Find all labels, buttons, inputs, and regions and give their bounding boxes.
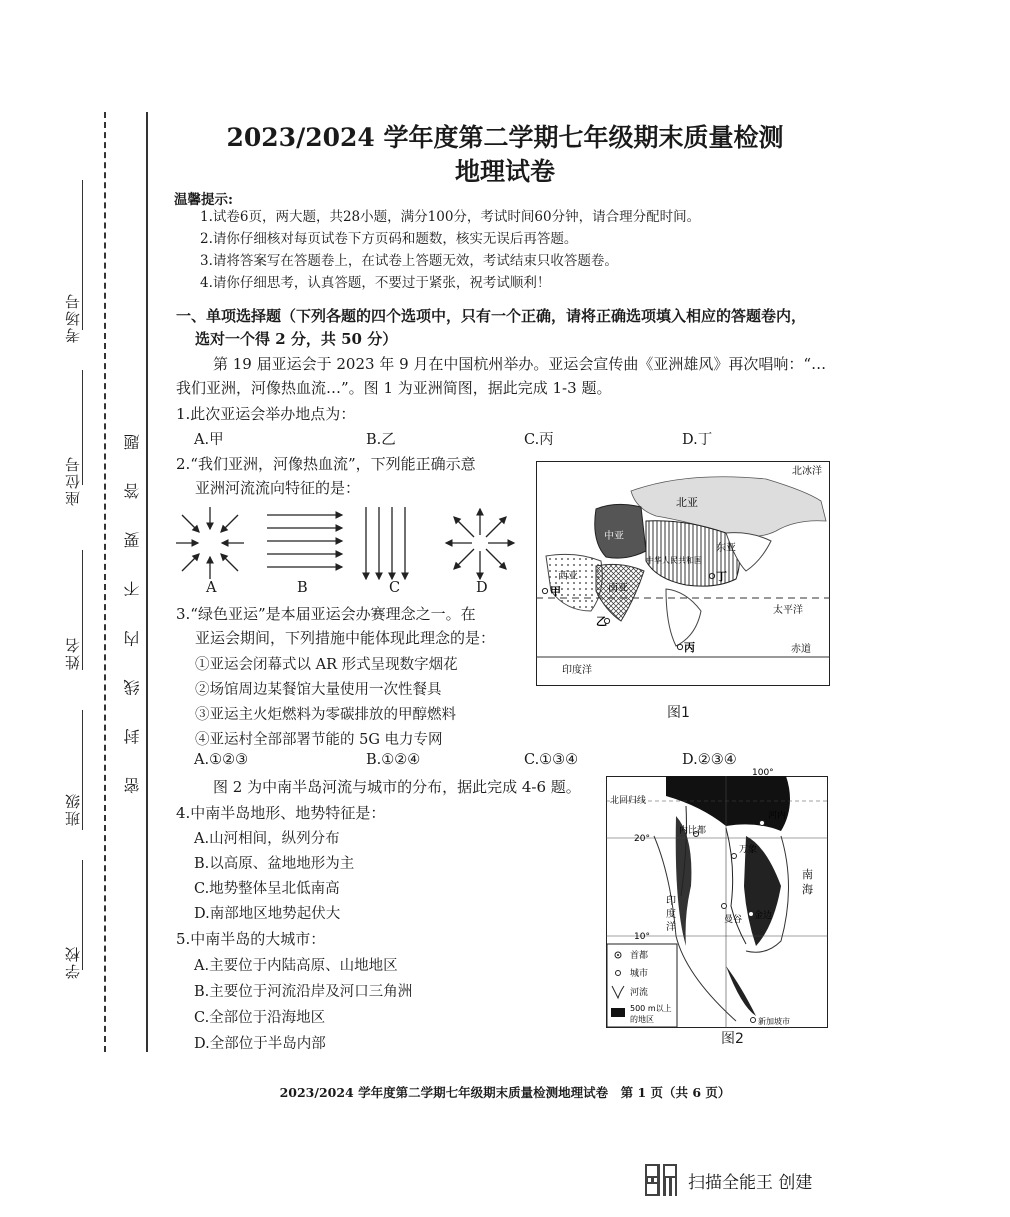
q2-label-d: D <box>476 580 488 596</box>
map-label-jia: 甲 <box>550 585 561 598</box>
question-2-stem: 2.“我们亚洲，河像热血流”，下列能正确示意 <box>176 455 476 473</box>
q2-label-c: C <box>389 580 401 596</box>
option-a-converging-arrows <box>176 507 244 579</box>
section-heading-cont: 选对一个得 2 分，共 50 分） <box>195 330 398 348</box>
map-label-china: 中华人民共和国 <box>646 556 702 565</box>
passage-1: 第 19 届亚运会于 2023 年 9 月在中国杭州举办。亚运会宣传曲《亚洲雄风》再次唱响：“… <box>213 355 827 373</box>
name-blank <box>82 550 83 670</box>
figure-2-caption: 图2 <box>721 1031 744 1047</box>
legend-city: 城市 <box>630 969 649 979</box>
map-label-north-asia: 北亚 <box>676 496 698 509</box>
question-2-stem-cont: 亚洲河流流向特征的是： <box>195 479 361 497</box>
q5-option-a: A.主要位于内陆高原、山地地区 <box>194 958 398 974</box>
map-label-tropic: 北回归线 <box>610 796 647 806</box>
q3-option-a: A.①②③ <box>194 752 249 768</box>
map-label-ding: 丁 <box>716 570 727 583</box>
seat-label: 座位号 <box>64 455 82 506</box>
passage-1-cont: 我们亚洲，河像热血流…”。图 1 为亚洲简图，据此完成 1-3 题。 <box>176 379 612 397</box>
q4-option-d: D.南部地区地势起伏大 <box>194 906 341 922</box>
map-label-yi: 乙 <box>596 615 607 628</box>
q2-flow-diagrams <box>172 505 522 585</box>
solid-seal-line <box>146 112 148 1052</box>
section-heading: 一、单项选择题（下列各题的四个选项中，只有一个正确，请将正确选项填入相应的答题卷内， <box>176 307 807 325</box>
class-blank <box>82 710 83 830</box>
exam-room-label: 考场号 <box>64 292 82 343</box>
figure-2-legend <box>607 944 677 1027</box>
map-label-west-asia: 西亚 <box>558 571 578 582</box>
legend-river: 河流 <box>630 988 649 998</box>
legend-capital: 首都 <box>630 951 649 961</box>
q1-option-c: C.丙 <box>524 432 554 448</box>
question-1-stem: 1.此次亚运会举办地点为： <box>176 405 356 423</box>
dashed-cut-line <box>104 112 106 1052</box>
map-label-singapore: 新加坡市 <box>758 1017 790 1026</box>
map-label-arctic: 北冰洋 <box>792 466 822 477</box>
legend-highland-2: 的地区 <box>630 1015 654 1024</box>
map-label-hanoi: 河内 <box>768 811 787 821</box>
map-label-bing: 丙 <box>684 641 695 654</box>
seal-notice: 密 封 线 内 不 要 答 题 <box>123 420 142 794</box>
q1-option-d: D.丁 <box>682 432 713 448</box>
figure-1-caption: 图1 <box>667 705 690 721</box>
tip-item: 2.请你仔细核对每页试卷下方页码和题数，核实无误后再答题。 <box>200 231 578 247</box>
map-label-india-sea-3: 洋 <box>666 922 676 933</box>
tips-heading: 温馨提示: <box>174 192 233 208</box>
school-blank <box>82 860 83 970</box>
option-d-diverging-arrows <box>446 509 514 579</box>
q3-option-c: C.①③④ <box>524 752 579 768</box>
q5-option-b: B.主要位于河流沿岸及河口三角洲 <box>194 984 413 1000</box>
q3-item-2: ②场馆周边某餐馆大量使用一次性餐具 <box>195 682 442 698</box>
school-label: 学校 <box>64 945 82 979</box>
scanner-watermark: 扫描全能王 创建 <box>688 1173 813 1193</box>
map-label-100: 100° <box>752 768 774 778</box>
exam-room-blank <box>82 180 83 330</box>
tip-item: 3.请将答案写在答题卷上，在试卷上答题无效，考试结束只收答题卷。 <box>200 253 618 269</box>
q3-option-d: D.②③④ <box>682 752 737 768</box>
legend-highland-1: 500 m以上 <box>630 1004 672 1013</box>
question-3-stem: 3.“绿色亚运”是本届亚运会办赛理念之一。在 <box>176 605 476 623</box>
page-footer: 2023/2024 学年度第二学期七年级期末质量检测地理试卷 第 1 页（共 6 页） <box>279 1085 731 1100</box>
map-label-south-sea-1: 南 <box>802 868 813 881</box>
q3-item-3: ③亚运主火炬燃料为零碳排放的甲醇燃料 <box>195 707 456 723</box>
figure-2-indochina-map <box>606 768 828 1028</box>
map-label-india-sea-2: 度 <box>666 909 676 920</box>
map-label-equator: 赤道 <box>791 644 811 655</box>
q5-option-d: D.全部位于半岛内部 <box>194 1036 326 1052</box>
page-subtitle: 地理试卷 <box>454 157 555 186</box>
option-c-downward-arrows <box>366 507 405 579</box>
question-3-stem-cont: 亚运会期间，下列措施中能体现此理念的是： <box>195 629 496 647</box>
map-label-neipyidaw: 内比都 <box>679 826 707 836</box>
q3-item-1: ①亚运会闭幕式以 AR 形式呈现数字烟花 <box>195 657 458 673</box>
figure-1-asia-map <box>536 461 830 686</box>
option-b-parallel-arrows <box>267 515 342 567</box>
map-label-indian: 印度洋 <box>562 665 592 676</box>
map-label-phnompenh: 金边 <box>754 911 773 921</box>
seat-blank <box>82 370 83 485</box>
map-label-india-sea-1: 印 <box>666 896 676 907</box>
question-4-stem: 4.中南半岛地形、地势特征是： <box>176 804 386 822</box>
map-label-south-asia: 南亚 <box>608 583 628 594</box>
question-5-stem: 5.中南半岛的大城市： <box>176 930 326 948</box>
passage-2: 图 2 为中南半岛河流与城市的分布，据此完成 4-6 题。 <box>213 778 581 796</box>
class-label: 班级 <box>64 792 82 826</box>
map-label-10: 10° <box>634 932 650 942</box>
map-label-central-asia: 中亚 <box>604 531 624 542</box>
map-label-south-sea-2: 海 <box>802 883 813 896</box>
name-label: 姓名 <box>64 636 82 670</box>
q4-option-b: B.以高原、盆地地形为主 <box>194 856 355 872</box>
q4-option-a: A.山河相间，纵列分布 <box>194 831 340 847</box>
map-label-bangkok: 曼谷 <box>724 915 743 925</box>
q3-item-4: ④亚运村全部部署节能的 5G 电力专网 <box>195 732 443 748</box>
q2-label-a: A <box>206 580 217 596</box>
tip-item: 1.试卷6页，两大题，共28小题，满分100分，考试时间60分钟，请合理分配时间。 <box>200 209 701 225</box>
q3-option-b: B.①②④ <box>366 752 421 768</box>
map-label-pacific: 太平洋 <box>773 605 803 616</box>
qr-code-icon <box>645 1164 677 1196</box>
q2-label-b: B <box>297 580 308 596</box>
q1-option-a: A.甲 <box>194 432 224 448</box>
tip-item: 4.请你仔细思考，认真答题，不要过于紧张，祝考试顺利！ <box>200 275 551 291</box>
q4-option-c: C.地势整体呈北低南高 <box>194 881 340 897</box>
map-label-east-asia: 东亚 <box>716 543 736 554</box>
page-title: 2023/2024 学年度第二学期七年级期末质量检测 <box>226 123 784 152</box>
q1-option-b: B.乙 <box>366 432 396 448</box>
q5-option-c: C.全部位于沿海地区 <box>194 1010 326 1026</box>
map-label-vientiane: 万象 <box>739 845 758 855</box>
map-label-20: 20° <box>634 834 650 844</box>
